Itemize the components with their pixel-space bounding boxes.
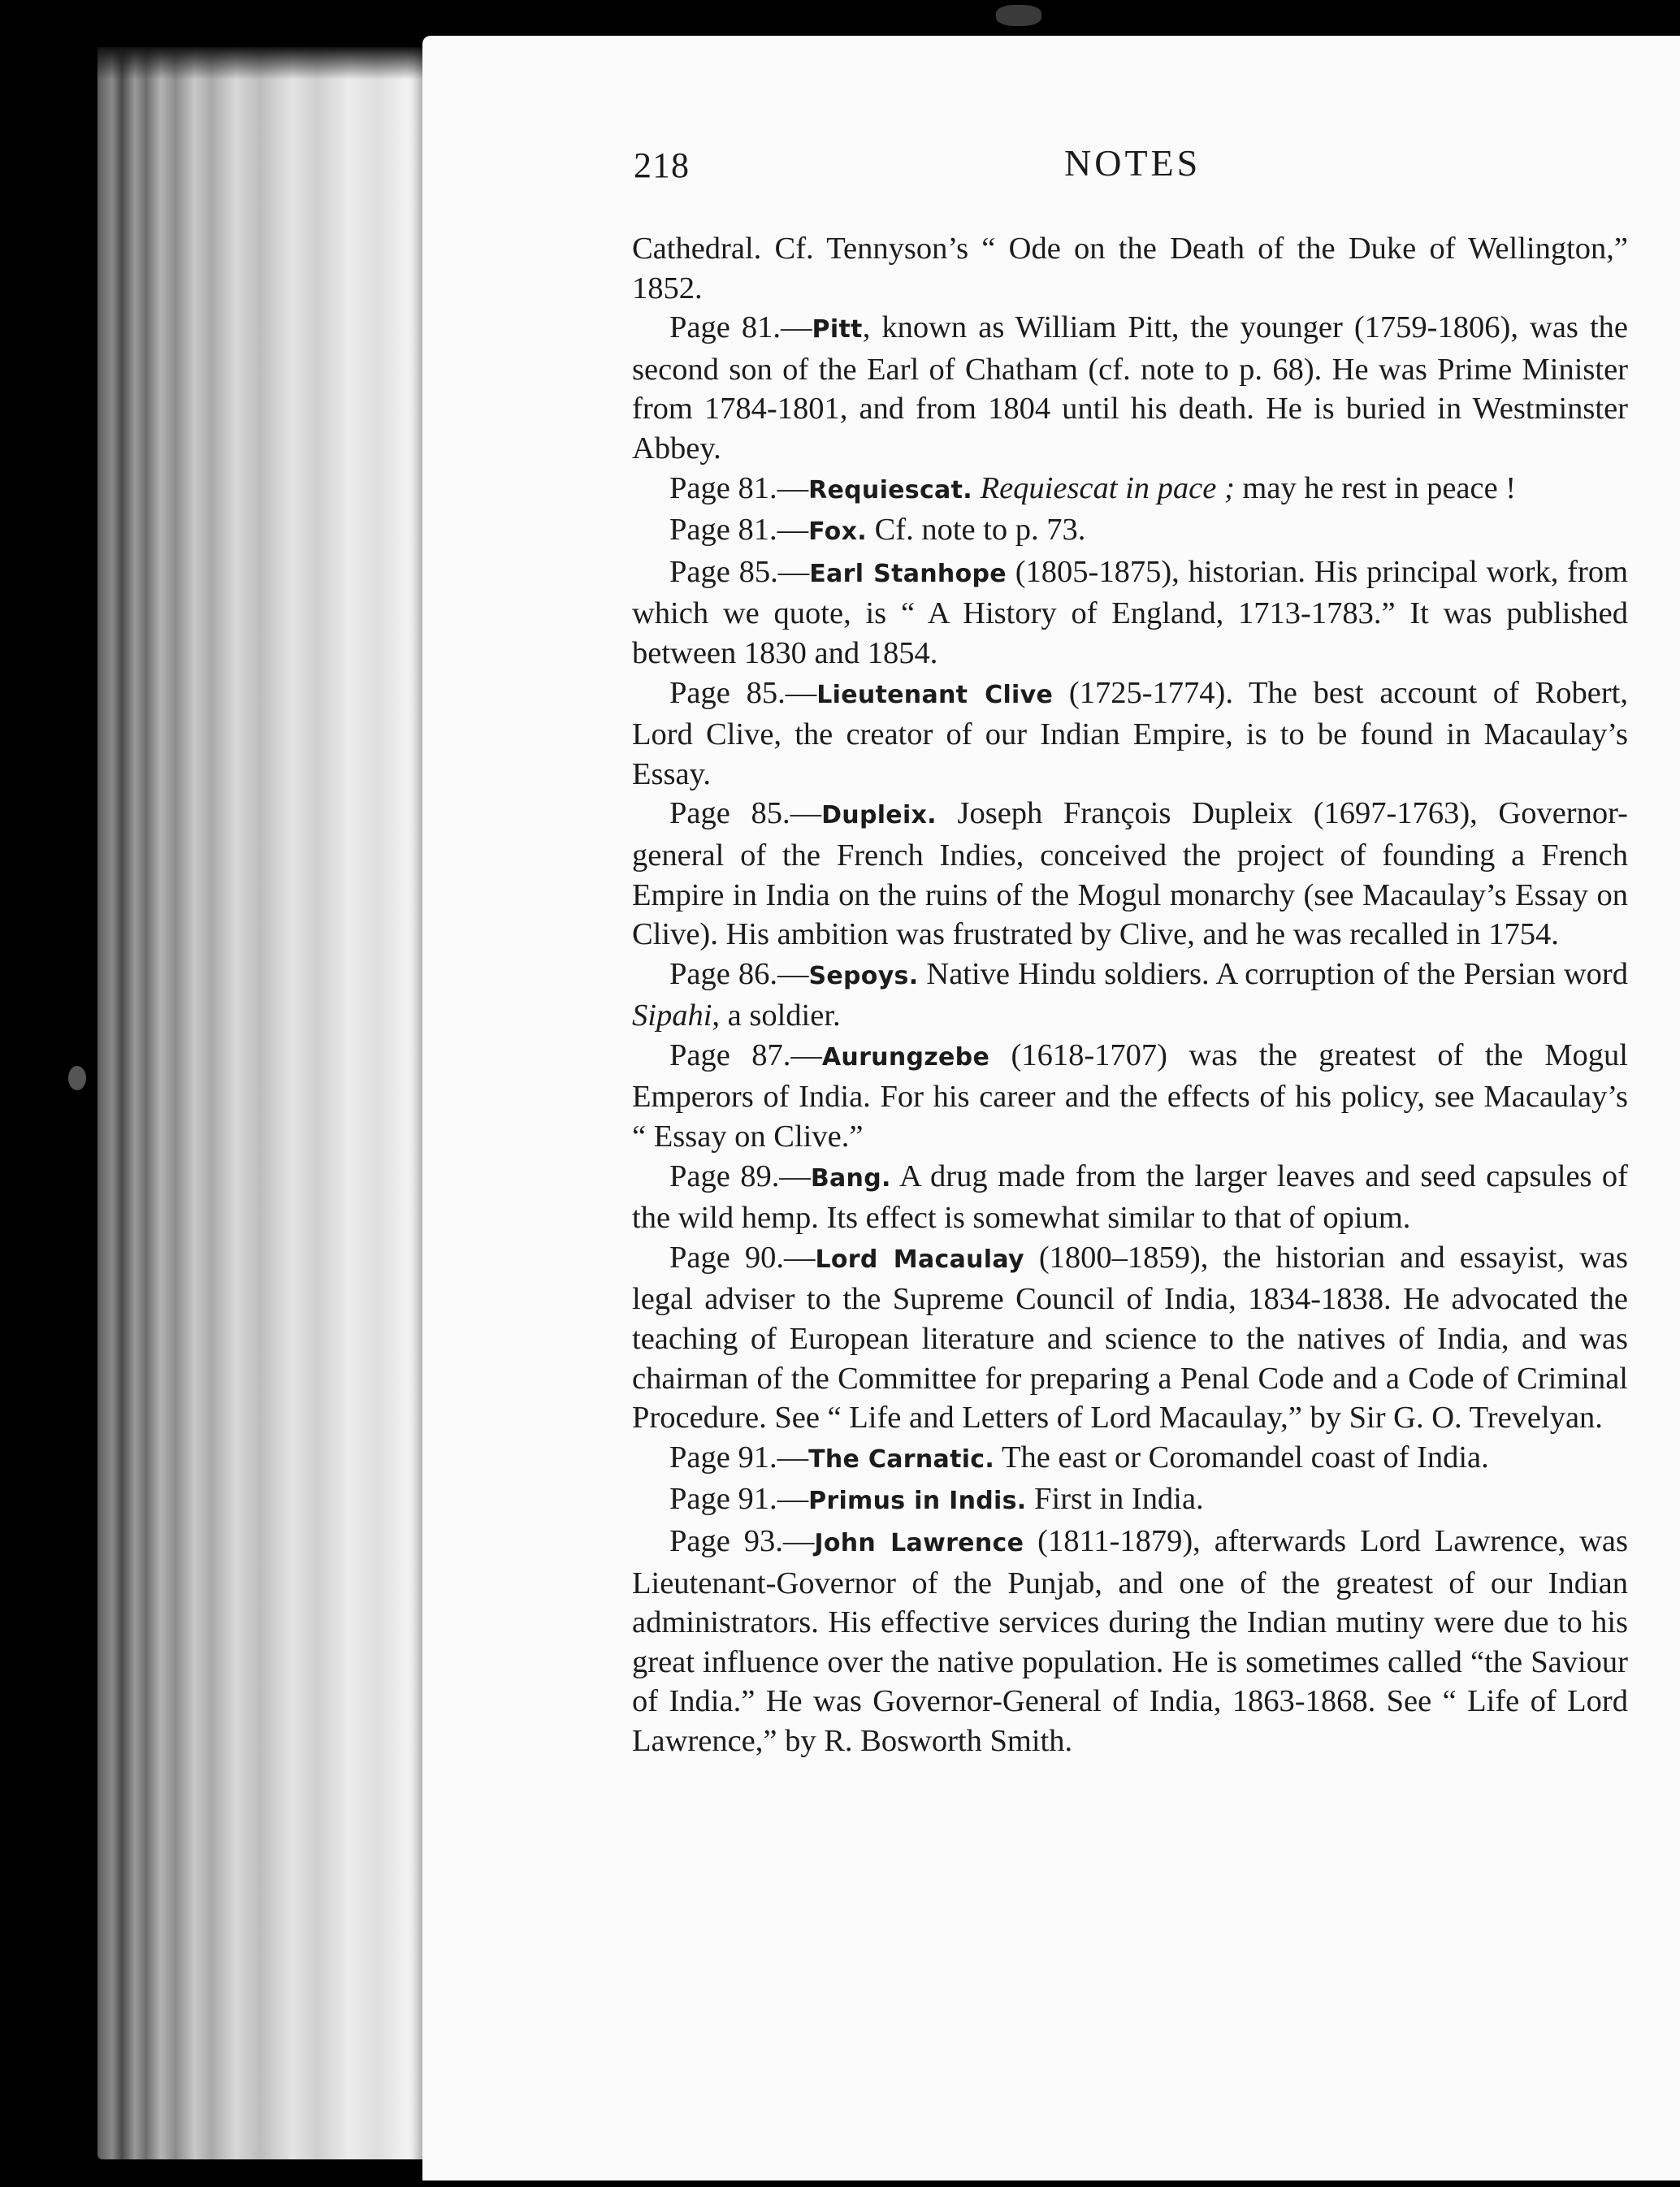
note-term: Aurungzebe	[821, 1042, 990, 1072]
note-term: Primus in Indis.	[808, 1487, 1027, 1516]
note-term: John Lawrence	[814, 1529, 1024, 1557]
page-number: 218	[634, 145, 690, 185]
note-paragraph: Page 91.—Primus in Indis. First in India.	[669, 1482, 1204, 1517]
book-page-edges	[97, 47, 439, 2159]
note-term: Bang.	[810, 1163, 891, 1193]
note-paragraph: Page 81.—Pitt, known as William Pitt, the younger (1759-1806), was the second son of the Earl of Chatham (cf. note to p. 68). He was Prime Minister from 1784-1801, and from 1804 until his death. He is buried in Westminster Abbey.	[632, 310, 1628, 466]
header-title: NOTES	[1064, 142, 1202, 184]
italic-phrase: Requiescat in pace ;	[980, 470, 1235, 505]
note-term: Requiescat.	[808, 475, 972, 505]
running-header	[634, 142, 1633, 201]
scan-speck	[996, 5, 1041, 26]
italic-phrase: Sipahi	[632, 998, 712, 1033]
note-term: Fox.	[808, 518, 867, 547]
note-paragraph: Page 85.—Earl Stanhope (1805-1875), historian. His principal work, from which we quote, is “ A History of England, 1713-1783.” It was published between 1830 and 1854.	[632, 554, 1629, 670]
notes-body	[632, 229, 1628, 1761]
note-paragraph: Page 91.—The Carnatic. The east or Coromandel coast of India.	[669, 1440, 1489, 1475]
note-term: Lord Macaulay	[815, 1245, 1024, 1274]
note-paragraph: Page 86.—Sepoys. Native Hindu soldiers. A corruption of the Persian word Sipahi, a soldier.	[632, 956, 1628, 1033]
note-paragraph: Page 93.—John Lawrence (1811-1879), afterwards Lord Lawrence, was Lieutenant-Governor of the Punjab, and one of the greatest of our Indian administrators. His effective services during the Indian mutiny were due to his great influence over the native population. He is sometimes called “the Saviour of India.” He was Governor-General of India, 1863-1868. See “ Life of Lord Lawrence,” by R. Bosworth Smith.	[632, 1524, 1628, 1758]
note-paragraph: Page 85.—Dupleix. Joseph François Dupleix (1697-1763), Governor-general of the French Indies, conceived the project of founding a French Empire in India on the ruins of the Mogul monarchy (see Macaulay’s Essay on Clive). His ambition was frustrated by Clive, and he was recalled in 1754.	[632, 796, 1628, 952]
note-term: Sepoys.	[808, 961, 919, 990]
note-term: The Carnatic.	[808, 1444, 995, 1474]
note-term: Pitt	[812, 315, 863, 344]
scan-speck	[68, 1066, 86, 1090]
note-paragraph: Page 85.—Lieutenant Clive (1725-1774). The best account of Robert, Lord Clive, the creator of our Indian Empire, is to be found in Macaulay’s Essay.	[632, 675, 1628, 791]
note-term: Dupleix.	[821, 801, 937, 830]
note-term: Lieutenant Clive	[816, 680, 1054, 709]
note-paragraph: Page 81.—Requiescat. Requiescat in pace ; may he rest in peace !	[669, 470, 1517, 505]
note-paragraph: Page 87.—Aurungzebe (1618-1707) was the greatest of the Mogul Emperors of India. For his career and the effects of his policy, see Macaulay’s “ Essay on Clive.”	[632, 1037, 1628, 1154]
note-paragraph: Page 81.—Fox. Cf. note to p. 73.	[669, 513, 1086, 548]
note-term: Earl Stanhope	[809, 559, 1007, 588]
note-paragraph: Cathedral. Cf. Tennyson’s “ Ode on the Death of the Duke of Wellington,” 1852.	[632, 232, 1628, 305]
note-paragraph: Page 89.—Bang. A drug made from the larger leaves and seed capsules of the wild hemp. Its effect is somewhat similar to that of opium.	[632, 1158, 1628, 1236]
note-paragraph: Page 90.—Lord Macaulay (1800–1859), the historian and essayist, was legal adviser to the Supreme Council of India, 1834-1838. He advocated the teaching of European literature and science to the natives of India, and was chairman of the Committee for preparing a Penal Code and a Code of Criminal Procedure. See “ Life and Letters of Lord Macaulay,” by Sir G. O. Trevelyan.	[632, 1240, 1629, 1436]
